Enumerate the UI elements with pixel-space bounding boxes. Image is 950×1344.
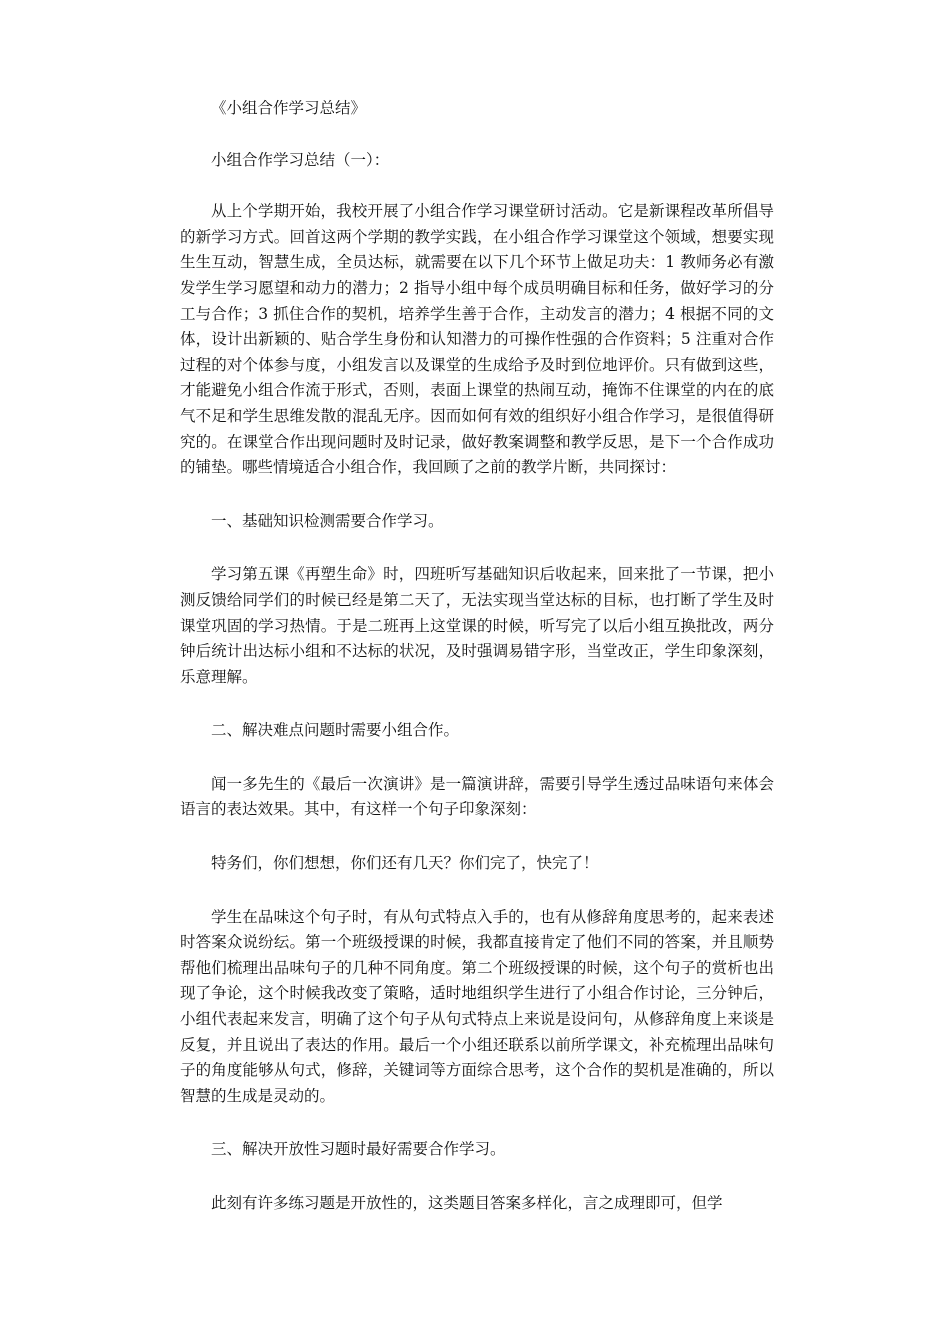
- section-heading-3: 三、解决开放性习题时最好需要合作学习。: [211, 1140, 506, 1159]
- section-heading-1: 一、基础知识检测需要合作学习。: [211, 511, 444, 530]
- quoted-sentence: 特务们，你们想想，你们还有几天？你们完了，快完了！: [211, 854, 599, 873]
- document-title: 《小组合作学习总结》: [211, 99, 367, 117]
- section-3-paragraph: 此刻有许多练习题是开放性的，这类题目答案多样化，言之成理即可，但学: [211, 1194, 723, 1212]
- section-1-paragraph: 学习第五课《再塑生命》时，四班听写基础知识后收起来，回来批了一节课，把小测反馈给同学们的时候已经是第二天了，无法实现当堂达标的目标，也打断了学生及时课堂巩固的学习热情。于是二班再上这堂课的时候，听写完了以后小组互换批改，两分钟后统计出达标小组和不达标的状况，及时强调易错字形，当堂改正，学生印象深刻，乐意理解。: [180, 565, 774, 686]
- document-subtitle: 小组合作学习总结（一）：: [211, 150, 390, 169]
- intro-paragraph: 从上个学期开始，我校开展了小组合作学习课堂研讨活动。它是新课程改革所倡导的新学习方式。回首这两个学期的教学实践，在小组合作学习课堂这个领域，想要实现生生互动，智慧生成，全员达标，就需要在以下几个环节上做足功夫：1 教师务必有激发学生学习愿望和动力的潜力；2 指导小组中每个成员明确目标和任务，做好学习的分工与合作；3 抓住合作的契机，培养学生善于合作，主动发言的潜力；4 根据不同的文体，设计出新颖的、贴合学生身份和认知潜力的可操作性强的合作资料；5 注重对合作过程的对个体参与度，小组发言以及课堂的生成给予及时到位地评价。只有做到这些，才能避免小组合作流于形式，否则，表面上课堂的热闹互动，掩饰不住课堂的内在的底气不足和学生思维发散的混乱无序。因而如何有效的组织好小组合作学习，是很值得研究的。在课堂合作出现问题时及时记录，做好教案调整和教学反思，是下一个合作成功的铺垫。哪些情境适合小组合作，我回顾了之前的教学片断，共同探讨：: [180, 202, 774, 477]
- section-2-analysis-paragraph: 学生在品味这个句子时，有从句式特点入手的，也有从修辞角度思考的，起来表述时答案众说纷纭。第一个班级授课的时候，我都直接肯定了他们不同的答案，并且顺势帮他们梳理出品味句子的几种不同角度。第二个班级授课的时候，这个句子的赏析也出现了争论，这个时候我改变了策略，适时地组织学生进行了小组合作讨论，三分钟后，小组代表起来发言，明确了这个句子从句式特点上来说是设问句，从修辞角度上来谈是反复，并且说出了表达的作用。最后一个小组还联系以前所学课文，补充梳理出品味句子的角度能够从句式，修辞，关键词等方面综合思考，这个合作的契机是准确的，所以智慧的生成是灵动的。: [180, 907, 774, 1105]
- section-2-paragraph: 闻一多先生的《最后一次演讲》是一篇演讲辞，需要引导学生透过品味语句来体会语言的表达效果。其中，有这样一个句子印象深刻：: [180, 774, 774, 819]
- section-heading-2: 二、解决难点问题时需要小组合作。: [211, 721, 460, 740]
- document-body: [180, 96, 774, 1245]
